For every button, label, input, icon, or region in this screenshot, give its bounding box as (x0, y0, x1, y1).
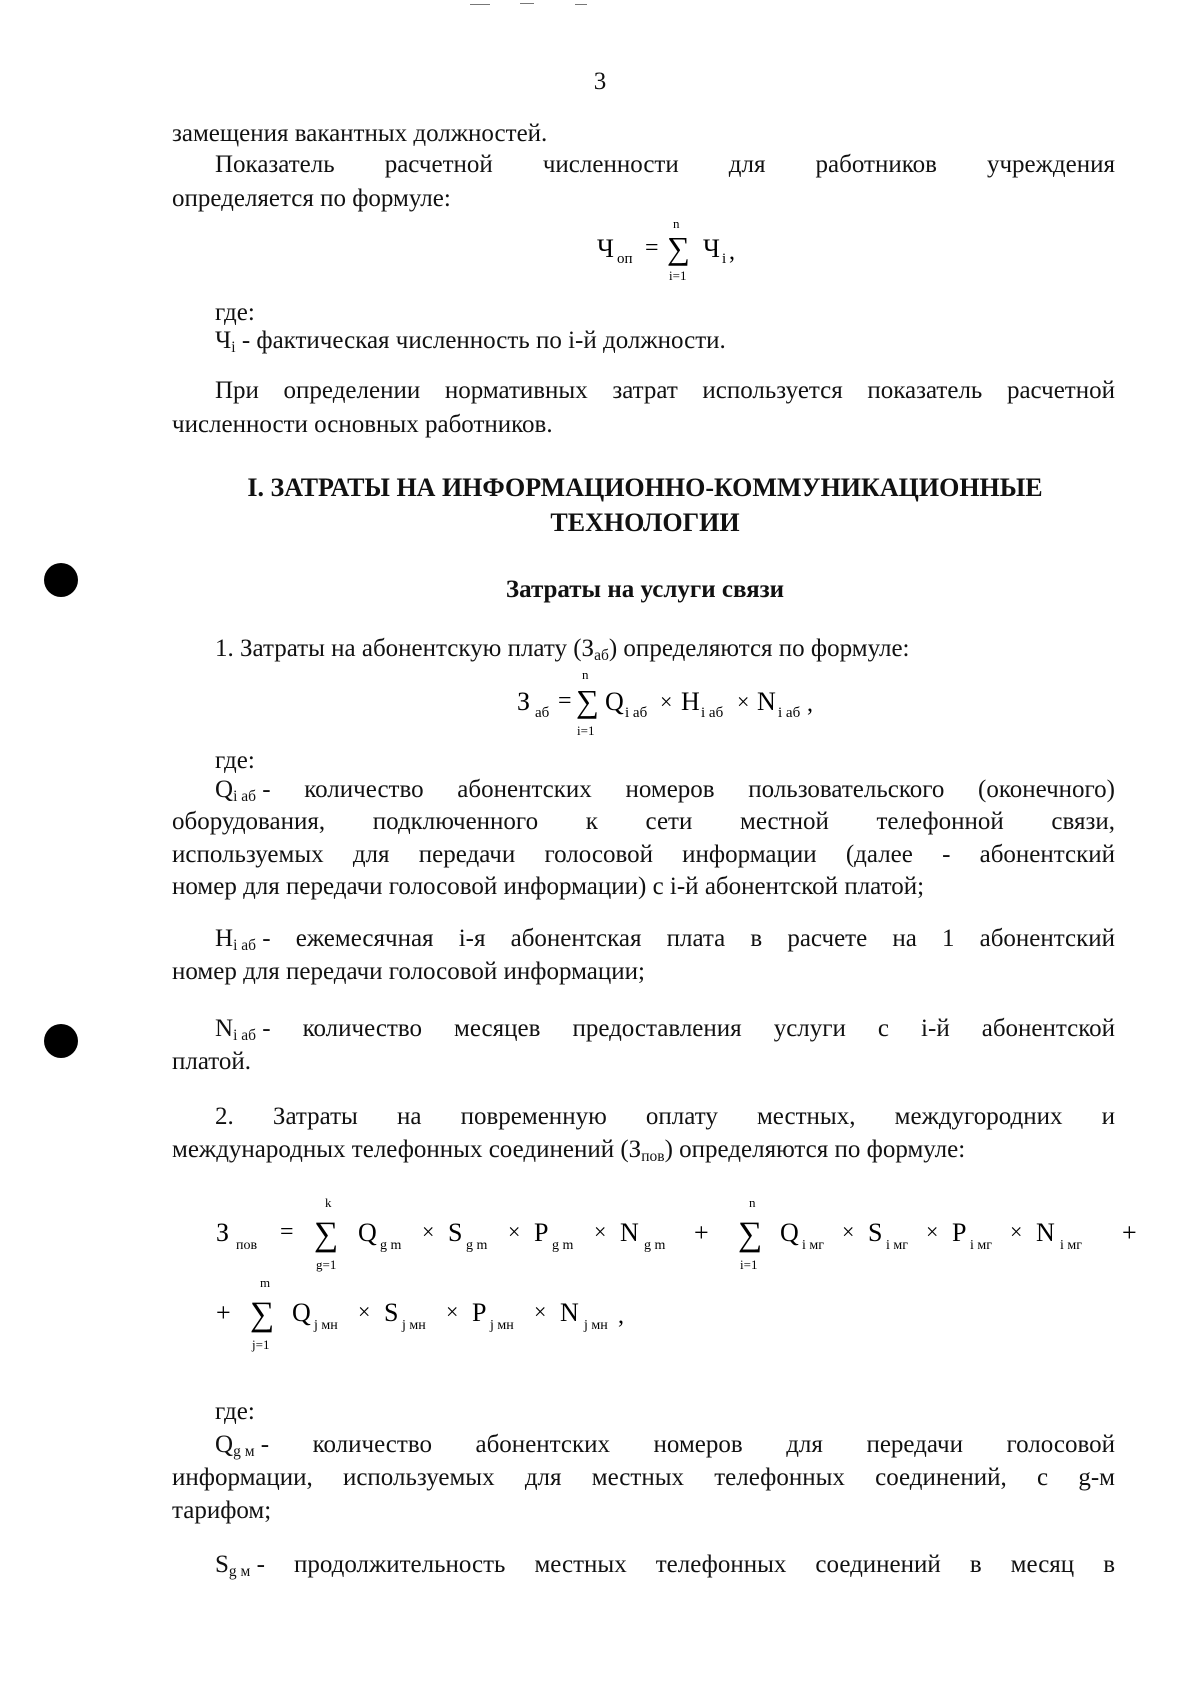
definition-text: - количество абонентских номеров для передачи голосовой (260, 1431, 1115, 1458)
formula-plus: + (694, 1218, 709, 1247)
formula-subscription-fee (515, 665, 845, 743)
formula-symbol: З (216, 1218, 230, 1247)
formula-symbol: Q (292, 1298, 311, 1327)
formula-symbol: Ч (597, 234, 614, 263)
formula-punctuation: , (729, 239, 735, 265)
item-subscript: пов (641, 1147, 665, 1165)
formula-times: × (534, 1299, 547, 1324)
formula-sum-lower: j=1 (252, 1337, 270, 1352)
formula-symbol: P (952, 1218, 967, 1247)
symbol: S (215, 1551, 229, 1578)
formula-times: × (926, 1219, 939, 1244)
formula-subscript: пов (236, 1238, 258, 1253)
symbol-subscript: i аб (233, 936, 257, 954)
formula-equals: = (645, 235, 659, 261)
symbol-subscript: g м (233, 1442, 255, 1460)
formula-times: × (1010, 1219, 1023, 1244)
formula-sum-lower: i=1 (669, 268, 687, 283)
paragraph-line: Показатель расчетной численности для работников учреждения (215, 151, 1115, 178)
formula-sum-lower: i=1 (740, 1257, 758, 1272)
punch-hole-mark (44, 1024, 78, 1058)
symbol-subscript: i аб (233, 787, 257, 805)
symbol-subscript: g м (228, 1562, 251, 1580)
formula-subscript: j мн (402, 1318, 426, 1333)
formula-sum-lower: i=1 (577, 723, 595, 738)
formula-sum-upper: n (582, 667, 589, 682)
item-subscript: аб (594, 646, 609, 664)
formula-subscript: i мг (970, 1238, 992, 1253)
where-label: где: (215, 1398, 255, 1425)
item-text: ) определяются по формуле: (664, 1136, 966, 1163)
formula-subscript: g m (644, 1238, 666, 1253)
definition-text: платой. (172, 1048, 252, 1075)
item-2-intro (172, 1133, 965, 1173)
formula-subscript: i мг (802, 1238, 824, 1253)
formula-symbol: S (868, 1218, 883, 1247)
item-text: 1. Затраты на абонентскую плату (З (215, 635, 595, 662)
formula-subscript: аб (535, 705, 550, 721)
formula-times: × (660, 689, 673, 714)
definition-text: номер для передачи голосовой информации) с i-й абонентской платой; (172, 873, 925, 900)
formula-subscript: j мн (490, 1318, 514, 1333)
symbol: N (215, 1015, 234, 1042)
formula-sum-upper: k (325, 1195, 332, 1210)
definition-line (215, 1012, 1115, 1052)
definition-text: используемых для передачи голосовой информации (далее - абонентский (172, 841, 1115, 868)
formula-times: × (842, 1219, 855, 1244)
formula-sum-upper: n (673, 216, 680, 231)
formula-subscript: оп (617, 251, 633, 267)
definition-text: - количество абонентских номеров пользовательского (оконечного) (262, 776, 1115, 803)
formula-subscript: i аб (625, 705, 648, 721)
formula-subscript: i мг (886, 1238, 908, 1253)
paragraph-line: определяется по формуле: (172, 185, 451, 212)
formula-sum-sign: ∑ (314, 1216, 339, 1253)
formula-subscript: i аб (778, 705, 801, 721)
formula-punctuation: , (807, 691, 813, 717)
section-title: ТЕХНОЛОГИИ (550, 508, 740, 537)
formula-symbol: S (384, 1298, 399, 1327)
paragraph-line: численности основных работников. (172, 411, 553, 438)
formula-sum-sign: ∑ (738, 1216, 763, 1253)
formula-punctuation: , (618, 1303, 624, 1329)
formula-sum-sign: ∑ (667, 230, 690, 266)
formula-times: × (594, 1219, 607, 1244)
formula-times: × (737, 689, 750, 714)
definition-line (215, 1548, 1115, 1588)
definition-text: - количество месяцев предоставления услуги с i-й абонентской (262, 1015, 1115, 1042)
scan-artifact (575, 4, 587, 5)
section-title: I. ЗАТРАТЫ НА ИНФОРМАЦИОННО-КОММУНИКАЦИОННЫЕ (247, 473, 1043, 502)
paragraph-line: замещения вакантных должностей. (172, 120, 548, 147)
symbol: Q (215, 1431, 234, 1458)
paragraph-line: При определении нормативных затрат используется показатель расчетной (215, 377, 1115, 404)
formula-symbol: H (681, 687, 700, 716)
formula-equals: = (280, 1219, 294, 1245)
formula-times: × (422, 1219, 435, 1244)
definition-text: - фактическая численность по i-й должности. (241, 327, 726, 354)
formula-symbol: P (472, 1298, 487, 1327)
formula-equals: = (558, 688, 572, 714)
item-2-intro: 2. Затраты на повременную оплату местных, междугородних и (215, 1103, 1115, 1130)
formula-symbol: N (757, 687, 776, 716)
definition-text: оборудования, подключенного к сети местной телефонной связи, (172, 808, 1115, 835)
scan-artifact (520, 3, 534, 4)
item-text: международных телефонных соединений (З (172, 1136, 642, 1163)
page-number: 3 (593, 68, 607, 95)
formula-plus: + (1122, 1218, 1137, 1247)
formula-subscript: g m (552, 1238, 574, 1253)
formula-symbol: З (517, 687, 531, 716)
formula-sum-sign: ∑ (250, 1296, 275, 1333)
punch-hole-mark (44, 563, 78, 597)
formula-subscript: g m (380, 1238, 402, 1253)
formula-symbol: Q (780, 1218, 799, 1247)
formula-subscript: i мг (1060, 1238, 1082, 1253)
definition-text: тарифом; (172, 1497, 272, 1524)
section-subtitle: Затраты на услуги связи (505, 576, 785, 603)
formula-sum-upper: m (260, 1275, 271, 1290)
formula-symbol: N (1036, 1218, 1055, 1247)
formula-sum-upper: n (749, 1195, 756, 1210)
formula-subscript: j мн (314, 1318, 338, 1333)
scan-artifact (470, 4, 490, 5)
formula-sum-lower: g=1 (316, 1257, 337, 1272)
formula-subscript: i (722, 251, 727, 267)
definition-text: номер для передачи голосовой информации; (172, 958, 645, 985)
formula-times: × (358, 1299, 371, 1324)
formula-sum-sign: ∑ (576, 683, 599, 719)
where-label: где: (215, 299, 255, 326)
symbol: Q (215, 776, 234, 803)
symbol-subscript: i аб (233, 1026, 257, 1044)
formula-symbol: N (560, 1298, 579, 1327)
formula-subscript: g m (466, 1238, 488, 1253)
formula-symbol: Q (605, 687, 624, 716)
formula-symbol: P (534, 1218, 549, 1247)
formula-headcount (585, 215, 765, 285)
formula-symbol: Q (358, 1218, 377, 1247)
where-label: где: (215, 747, 255, 774)
formula-times: × (446, 1299, 459, 1324)
definition-text: информации, используемых для местных телефонных соединений, с g-м (172, 1464, 1115, 1491)
formula-subscript: i аб (701, 705, 724, 721)
formula-subscript: j мн (584, 1318, 608, 1333)
formula-symbol: Ч (703, 234, 720, 263)
formula-symbol: S (448, 1218, 463, 1247)
formula-times: × (508, 1219, 521, 1244)
definition-line: $Ч_i$ - фактическая численность по i-й должности. (215, 327, 726, 356)
item-text: ) определяются по формуле: (608, 635, 910, 662)
definition-text: - продолжительность местных телефонных соединений в месяц в (256, 1551, 1115, 1578)
symbol: H (215, 925, 234, 952)
definition-text: - ежемесячная i-я абонентская плата в расчете на 1 абонентский (262, 925, 1115, 952)
formula-plus: + (216, 1298, 231, 1327)
formula-time-based-fee (210, 1195, 1160, 1355)
formula-symbol: N (620, 1218, 639, 1247)
